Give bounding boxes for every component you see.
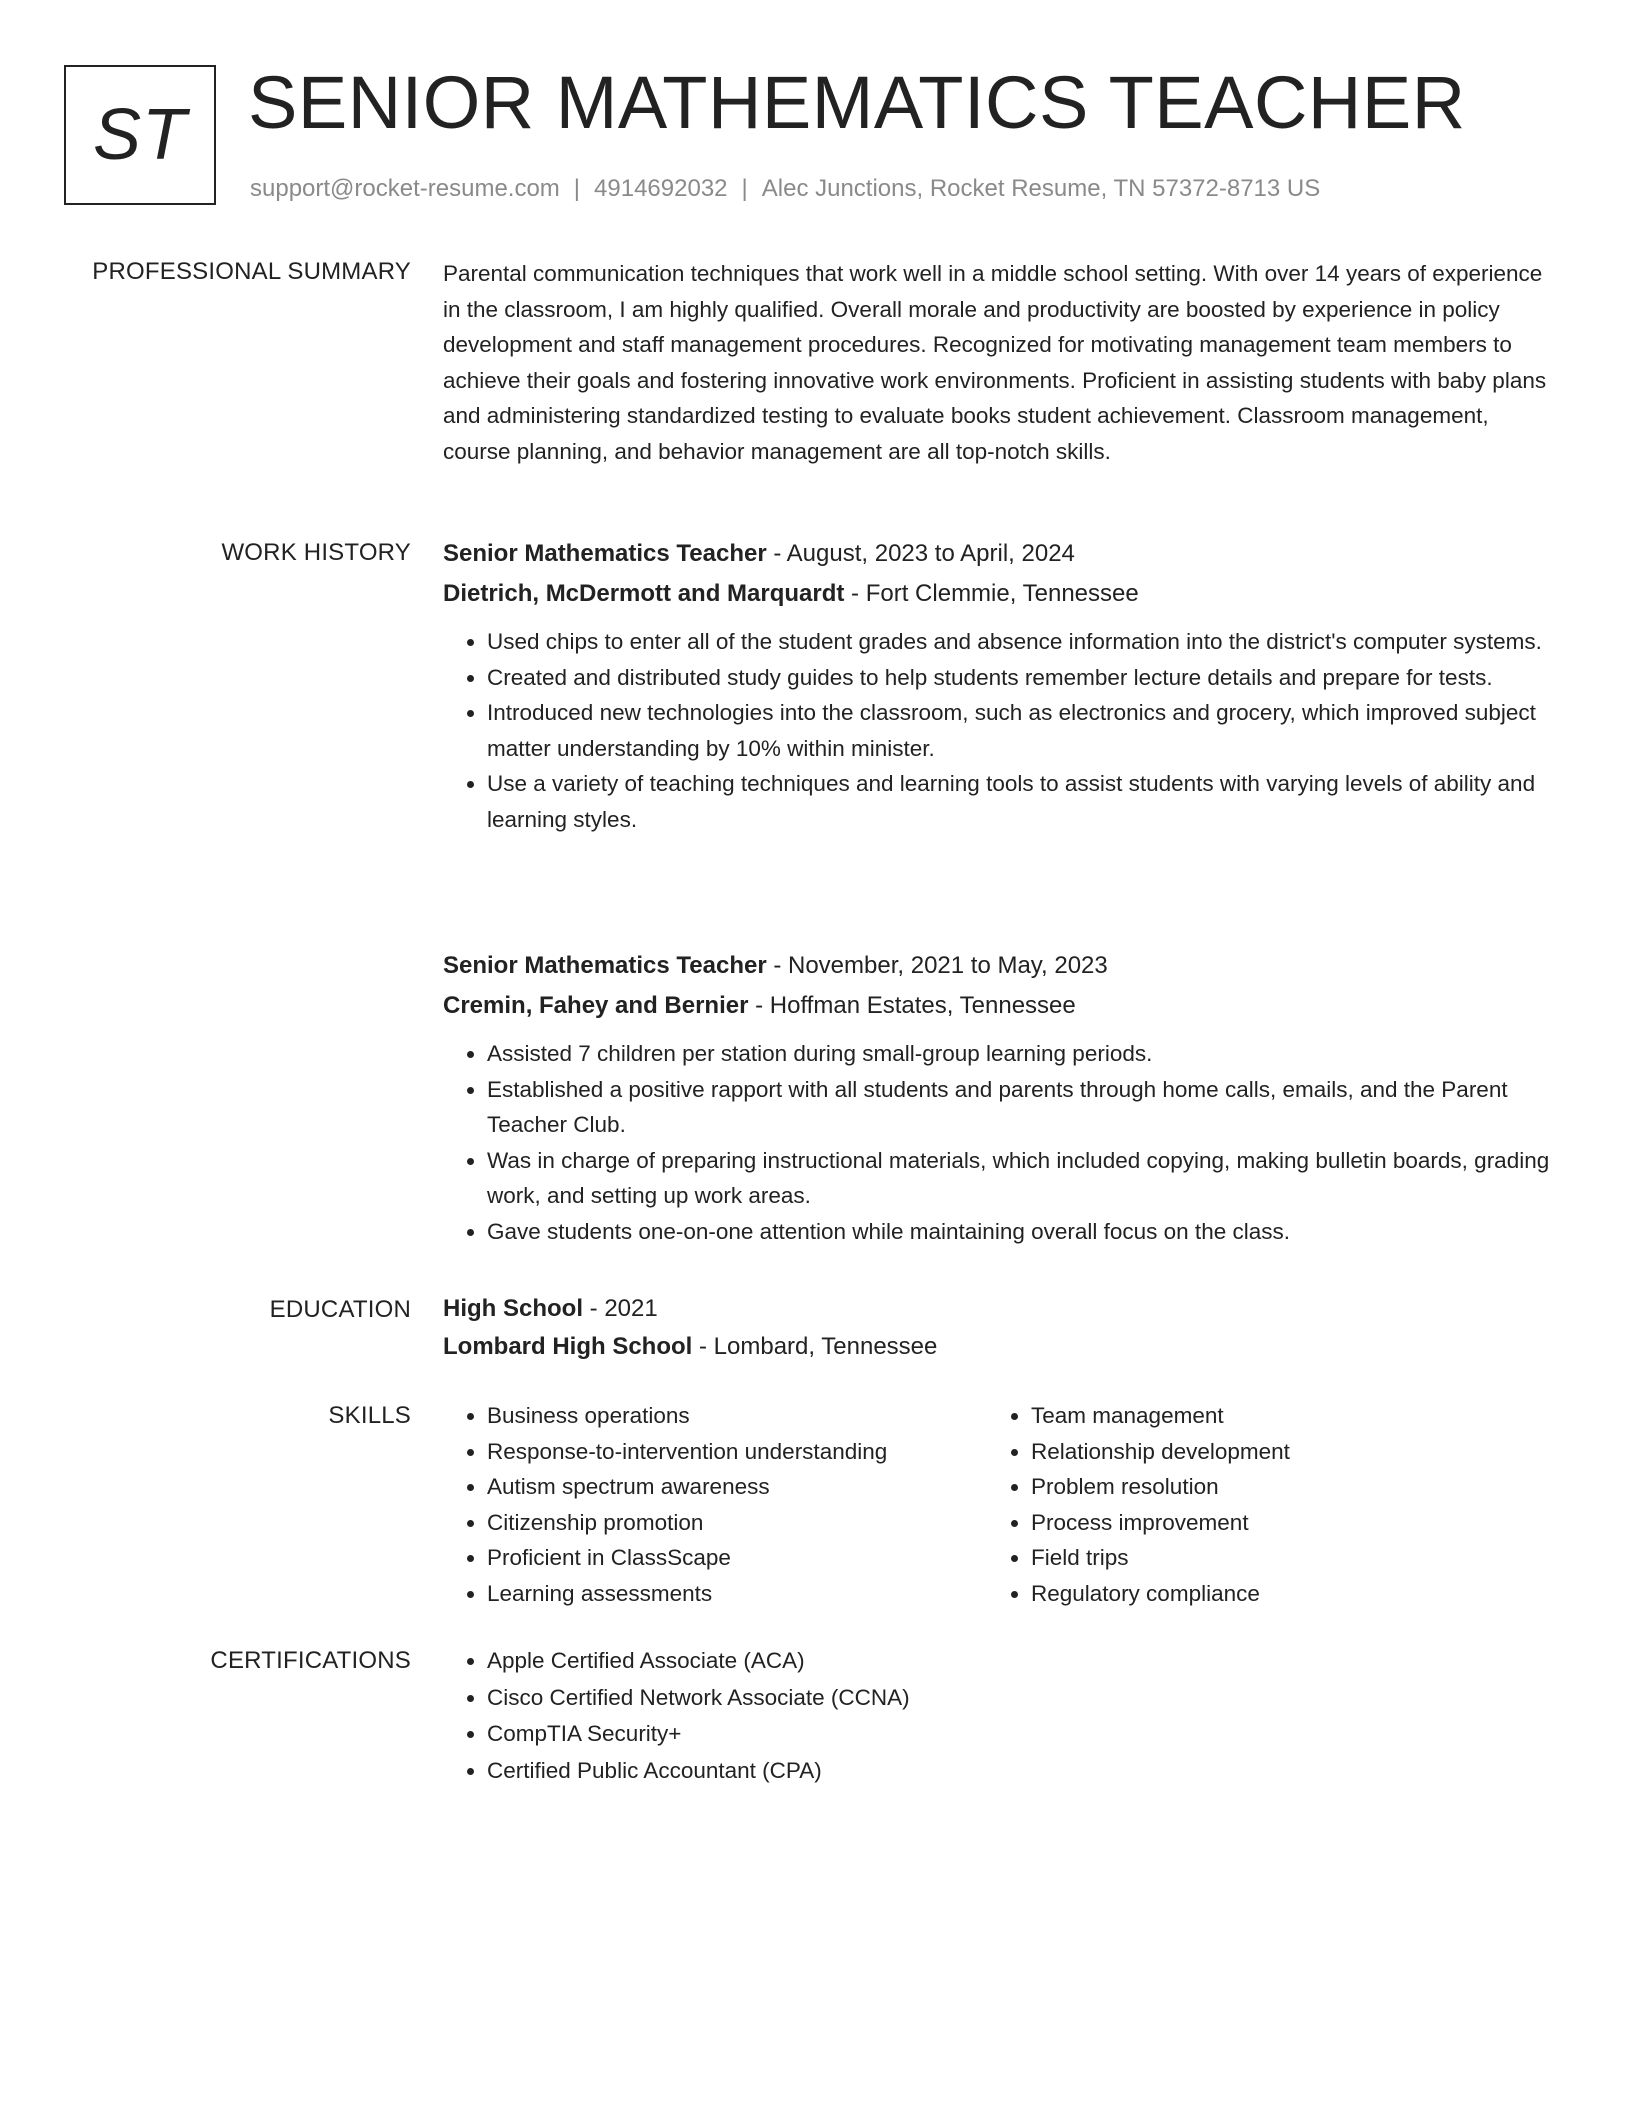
job-employer: Dietrich, McDermott and Marquardt	[443, 580, 845, 607]
monogram-initials: ST	[92, 95, 187, 175]
certification-item: • Certified Public Accountant (CPA)	[487, 1753, 1553, 1790]
job-employer: Cremin, Fahey and Bernier	[443, 992, 749, 1019]
job-title: Senior Mathematics Teacher	[443, 952, 767, 979]
skill-item: • Response-to-intervention understanding	[487, 1434, 987, 1470]
resume-title: SENIOR MATHEMATICS TEACHER	[248, 61, 1466, 144]
skills-list	[443, 1398, 987, 1611]
skill-item: • Learning assessments	[487, 1576, 987, 1612]
certification-item: • CompTIA Security+	[487, 1716, 1553, 1753]
job-bullet: • Use a variety of teaching techniques and learning tools to assist students with varying levels of ability and learning styles.	[487, 766, 1553, 837]
skill-item: • Autism spectrum awareness	[487, 1469, 987, 1505]
certification-item: • Apple Certified Associate (ACA)	[487, 1643, 1553, 1680]
job-bullet: • Created and distributed study guides to help students remember lecture details and prepare for tests.	[487, 660, 1553, 696]
job-entry	[443, 946, 1553, 1249]
certifications-entry	[443, 1643, 1553, 1789]
job-bullet: • Was in charge of preparing instructional materials, which included copying, making bulletin boards, grading work, and setting up work areas.	[487, 1143, 1553, 1214]
job-title: Senior Mathematics Teacher	[443, 540, 767, 567]
education-year: - 2021	[583, 1295, 658, 1322]
job-employer-line	[443, 986, 1553, 1026]
section-label-summary: PROFESSIONAL SUMMARY	[92, 258, 411, 285]
summary-text: Parental communication techniques that work well in a middle school setting. With over 14 years of experience in the classroom, I am highly qualified. Overall morale and productivity are boosted by experience in policy development and staff management procedures. Recognized for motivating management team members to achieve their goals and fostering innovative work environments. Proficient in assisting students with baby plans and administering standardized testing to evaluate books student achievement. Classroom management, course planning, and behavior management are all top-notch skills.	[443, 261, 1547, 464]
skill-item: • Field trips	[1031, 1540, 1531, 1576]
section-label-certifications: CERTIFICATIONS	[210, 1647, 411, 1674]
job-bullet: • Gave students one-on-one attention while maintaining overall focus on the class.	[487, 1214, 1553, 1250]
contact-email[interactable]: support@rocket-resume.com	[250, 175, 560, 202]
skills-list	[987, 1398, 1531, 1611]
skills-column-left	[443, 1398, 987, 1611]
skill-item: • Proficient in ClassScape	[487, 1540, 987, 1576]
job-bullet: • Introduced new technologies into the classroom, such as electronics and grocery, which improved subject matter understanding by 10% within minister.	[487, 695, 1553, 766]
job-dates: - November, 2021 to May, 2023	[766, 952, 1108, 979]
contact-separator: |	[741, 175, 748, 202]
job-bullet-list	[443, 1036, 1553, 1249]
job-location: - Hoffman Estates, Tennessee	[748, 992, 1076, 1019]
contact-phone[interactable]: 4914692032	[594, 175, 728, 202]
skills-column-right	[987, 1398, 1531, 1611]
skill-item: • Team management	[1031, 1398, 1531, 1434]
education-school-line	[443, 1328, 1553, 1366]
skill-item: • Process improvement	[1031, 1505, 1531, 1541]
section-label-work-history: WORK HISTORY	[221, 539, 411, 566]
education-degree-line	[443, 1290, 1553, 1328]
job-location: - Fort Clemmie, Tennessee	[844, 580, 1139, 607]
skill-item: • Relationship development	[1031, 1434, 1531, 1470]
job-title-line	[443, 534, 1553, 574]
skills-grid	[443, 1398, 1553, 1611]
skill-item: • Citizenship promotion	[487, 1505, 987, 1541]
job-bullet: • Used chips to enter all of the student grades and absence information into the district's computer systems.	[487, 624, 1553, 660]
certification-item: • Cisco Certified Network Associate (CCNA)	[487, 1680, 1553, 1717]
job-bullet: • Established a positive rapport with all students and parents through home calls, emails, and the Parent Teacher Club.	[487, 1072, 1553, 1143]
job-bullet: • Assisted 7 children per station during small-group learning periods.	[487, 1036, 1553, 1072]
job-dates: - August, 2023 to April, 2024	[766, 540, 1075, 567]
skill-item: • Problem resolution	[1031, 1469, 1531, 1505]
job-entry	[443, 534, 1553, 837]
monogram-box	[64, 65, 216, 205]
education-entry	[443, 1290, 1553, 1366]
job-employer-line	[443, 574, 1553, 614]
skill-item: • Business operations	[487, 1398, 987, 1434]
contact-line	[250, 172, 1320, 206]
contact-separator: |	[573, 175, 581, 202]
section-label-education: EDUCATION	[269, 1296, 411, 1323]
skill-item: • Regulatory compliance	[1031, 1576, 1531, 1612]
education-degree: High School	[443, 1295, 583, 1322]
education-school: Lombard High School	[443, 1333, 693, 1360]
education-location: - Lombard, Tennessee	[692, 1333, 938, 1360]
job-title-line	[443, 946, 1553, 986]
section-label-skills: SKILLS	[328, 1402, 411, 1429]
contact-address: Alec Junctions, Rocket Resume, TN 57372-8713 US	[761, 175, 1321, 202]
job-bullet-list	[443, 624, 1553, 837]
certifications-list	[443, 1643, 1553, 1789]
